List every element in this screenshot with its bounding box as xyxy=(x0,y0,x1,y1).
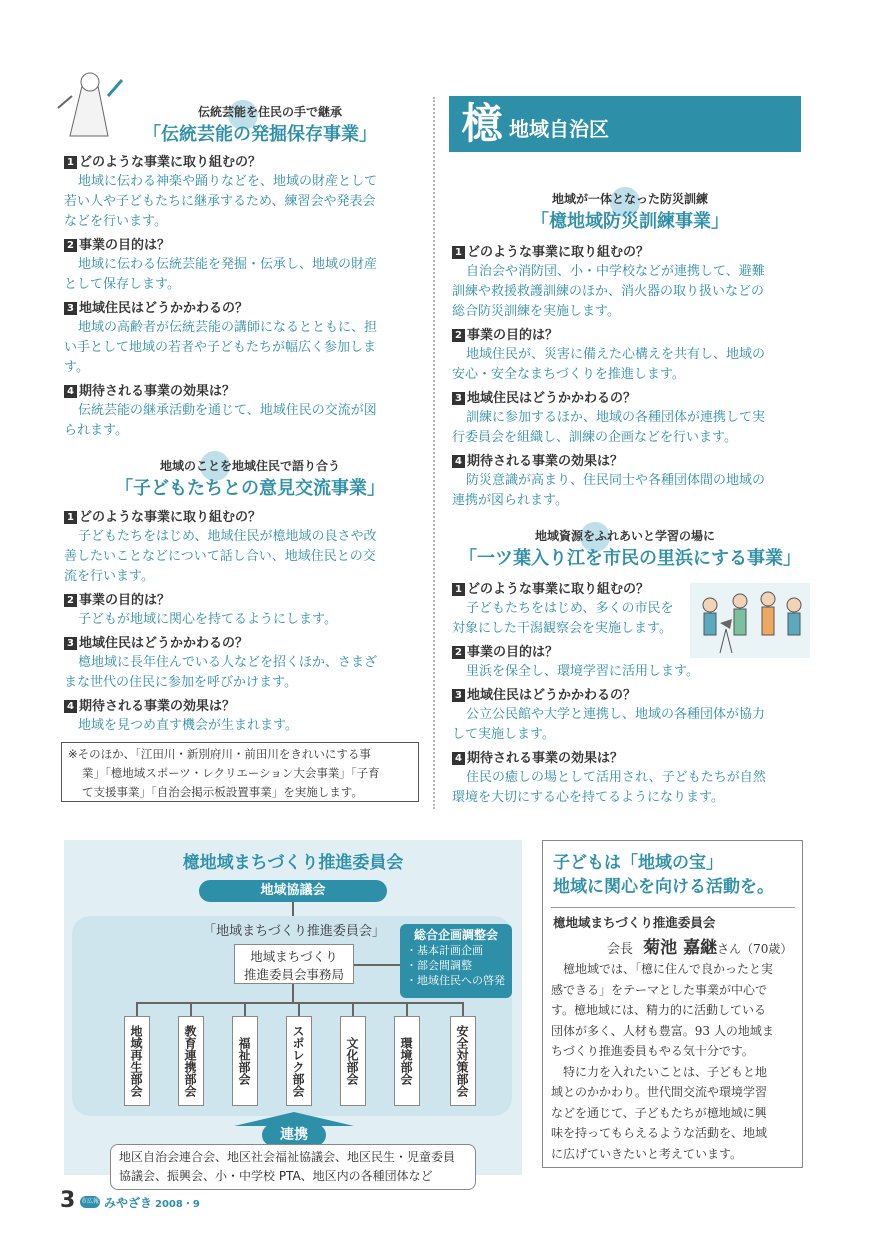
qa-block: 1 どのような事業に取り組むの？ 自治会や消防団、小・中学校などが連携して、避難 訓練や救援救護訓練のほか、消火器の取り扱いなどの 総合防災訓練を実施します。 2 事業の目的は？ 地域住民が、災害に備えた心構えを共有し、地域の 安心・安全なまちづくりを推進します。 3 地域住民はどうかかわるの？ 訓練に参加するほか、地域の各種団体が連携して実 行委員会を組織し、訓練の企画などを行います。 4 期待される事業の効果は？ 防災意識が高まり、住民同士や各種団体間の地域の 連携が図られます。 xyxy=(452,245,766,508)
column-divider xyxy=(433,97,435,809)
committee-label: 「地域まちづくり推進委員会」 xyxy=(203,924,385,939)
dept-box: スポレク部会 xyxy=(286,1016,312,1106)
planning-box: 総合企画調整会 ・基本計画企画 ・部会間調整 ・地域住民への啓発 xyxy=(400,924,512,998)
section-subtitle: 地域資源をふれあいと学習の場に xyxy=(534,529,715,543)
interview-body: 檍地域では、「檍に住んで良かったと実 感できる」をテーマとした事業が中心で す。檍地域には、精力的に活動している 団体が多く、人材も豊富。93 人の地域ま ちづくり推進委員もやる気十分です。 特に力を入れたいことは、子どもと地 域とのかかわり。世代間交流や環境学習 などを通じて、子どもたちが檍地域に興 味を持ってもらえるような活動を、地域 に広げていきたいと考えています。 xyxy=(551,962,774,1161)
banner-kanji: 檍 xyxy=(461,99,504,148)
note-box: ※そのほか、「江田川・新別府川・前田川をきれいにする事 業」「檍地域スポーツ・レクリエーション大会事業」「子育 て支援事業」「自治会掲示板設置事業」を実施します。 xyxy=(61,742,419,802)
page-number: 3 xyxy=(60,1188,76,1213)
interview-box xyxy=(542,840,803,1168)
section-subtitle: 伝統芸能を住民の手で継承 xyxy=(197,105,342,119)
publication-name: みやざき 2008・9 xyxy=(104,1196,200,1210)
org-chart xyxy=(64,840,522,1183)
dept-box: 環境部会 xyxy=(394,1016,420,1106)
interviewee-name: 会長 菊池 嘉継さん（70歳） xyxy=(607,938,793,958)
section-title: 「檍地域防災訓練事業」 xyxy=(531,211,729,232)
publication-badge: 市広報 xyxy=(80,1196,100,1208)
council-pill: 地域協議会 xyxy=(199,880,387,902)
link-pill: 連携 xyxy=(262,1124,326,1146)
qa-block: 1 どのような事業に取り組むの？ 地域に伝わる神楽や踊りなどを、地域の財産として 若い人や子どもたちに継承するため、練習会や発表会 などを行います。 2 事業の目的は？ 地域に伝わる伝統芸能を発掘・伝承し、地域の財産 として保存します。 3 地域住民はどうかかわるの？ 地域の高齢者が伝統芸能の講師になるとともに、担 い手として地域の若者や子どもたちが幅広く参加しま す。 4 期待される事業の効果は？ 伝統芸能の継承活動を通じて、地域住民の交流が図 られます。 xyxy=(64,155,378,438)
interview-headline: 子どもは「地域の宝」 地域に関心を向ける活動を。 xyxy=(553,853,774,897)
qa-block: 1 どのような事業に取り組むの？ 子どもたちをはじめ、地域住民が檍地域の良さや改 善したいことなどについて話し合い、地域住民との交 流を行います。 2 事業の目的は？ 子どもが地域に関心を持てるようにします。 3 地域住民はどうかかわるの？ 檍地域に長年住んでいる人などを招くほか、さまざ まな世代の住民に参加を呼びかけます。 4 期待される事業の効果は？ 地域を見つめ直す機会が生まれます。 xyxy=(64,510,378,733)
secretariat-box: 地域まちづくり 推進委員会事務局 xyxy=(234,944,354,984)
dept-box: 安全対策部会 xyxy=(450,1016,476,1106)
dept-box: 福祉部会 xyxy=(232,1016,258,1106)
section-title: 「伝統芸能の発掘保存事業」 xyxy=(143,124,377,145)
section-subtitle: 地域が一体となった防災訓練 xyxy=(551,192,708,206)
section-title: 「子どもたちとの意見交流事業」 xyxy=(115,478,385,499)
district-banner xyxy=(449,96,801,152)
dept-box: 教育連携部会 xyxy=(178,1016,204,1106)
qa-block: 1 どのような事業に取り組むの？ 子どもたちをはじめ、多くの市民を 対象にした干潟観察会を実施します。 2 事業の目的は？ 里浜を保全し、環境学習に活用します。 3 地域住民はどうかかわるの？ 公立公民館や大学と連携し、地域の各種団体が協力 して実施します。 4 期待される事業の効果は？ 住民の癒しの場として活用され、子どもたちが自然 環境を大切にする心を持てるようになります。 xyxy=(452,582,766,805)
org-chart-title: 檍地域まちづくり推進委員会 xyxy=(182,853,404,873)
banner-label: 地域自治区 xyxy=(509,117,609,141)
section-title: 「一ツ葉入り江を市民の里浜にする事業」 xyxy=(459,548,801,569)
interviewee-org: 檍地域まちづくり推進委員会 xyxy=(553,915,716,930)
section-subtitle: 地域のことを地域住民で語り合う xyxy=(159,459,340,473)
dept-box: 文化部会 xyxy=(340,1016,366,1106)
dept-box: 地域再生部会 xyxy=(124,1016,150,1106)
partners-box: 地区自治会連合会、地区社会福祉協議会、地区民生・児童委員 協議会、振興会、小・中学校 PTA、地区内の各種団体など xyxy=(110,1144,476,1190)
